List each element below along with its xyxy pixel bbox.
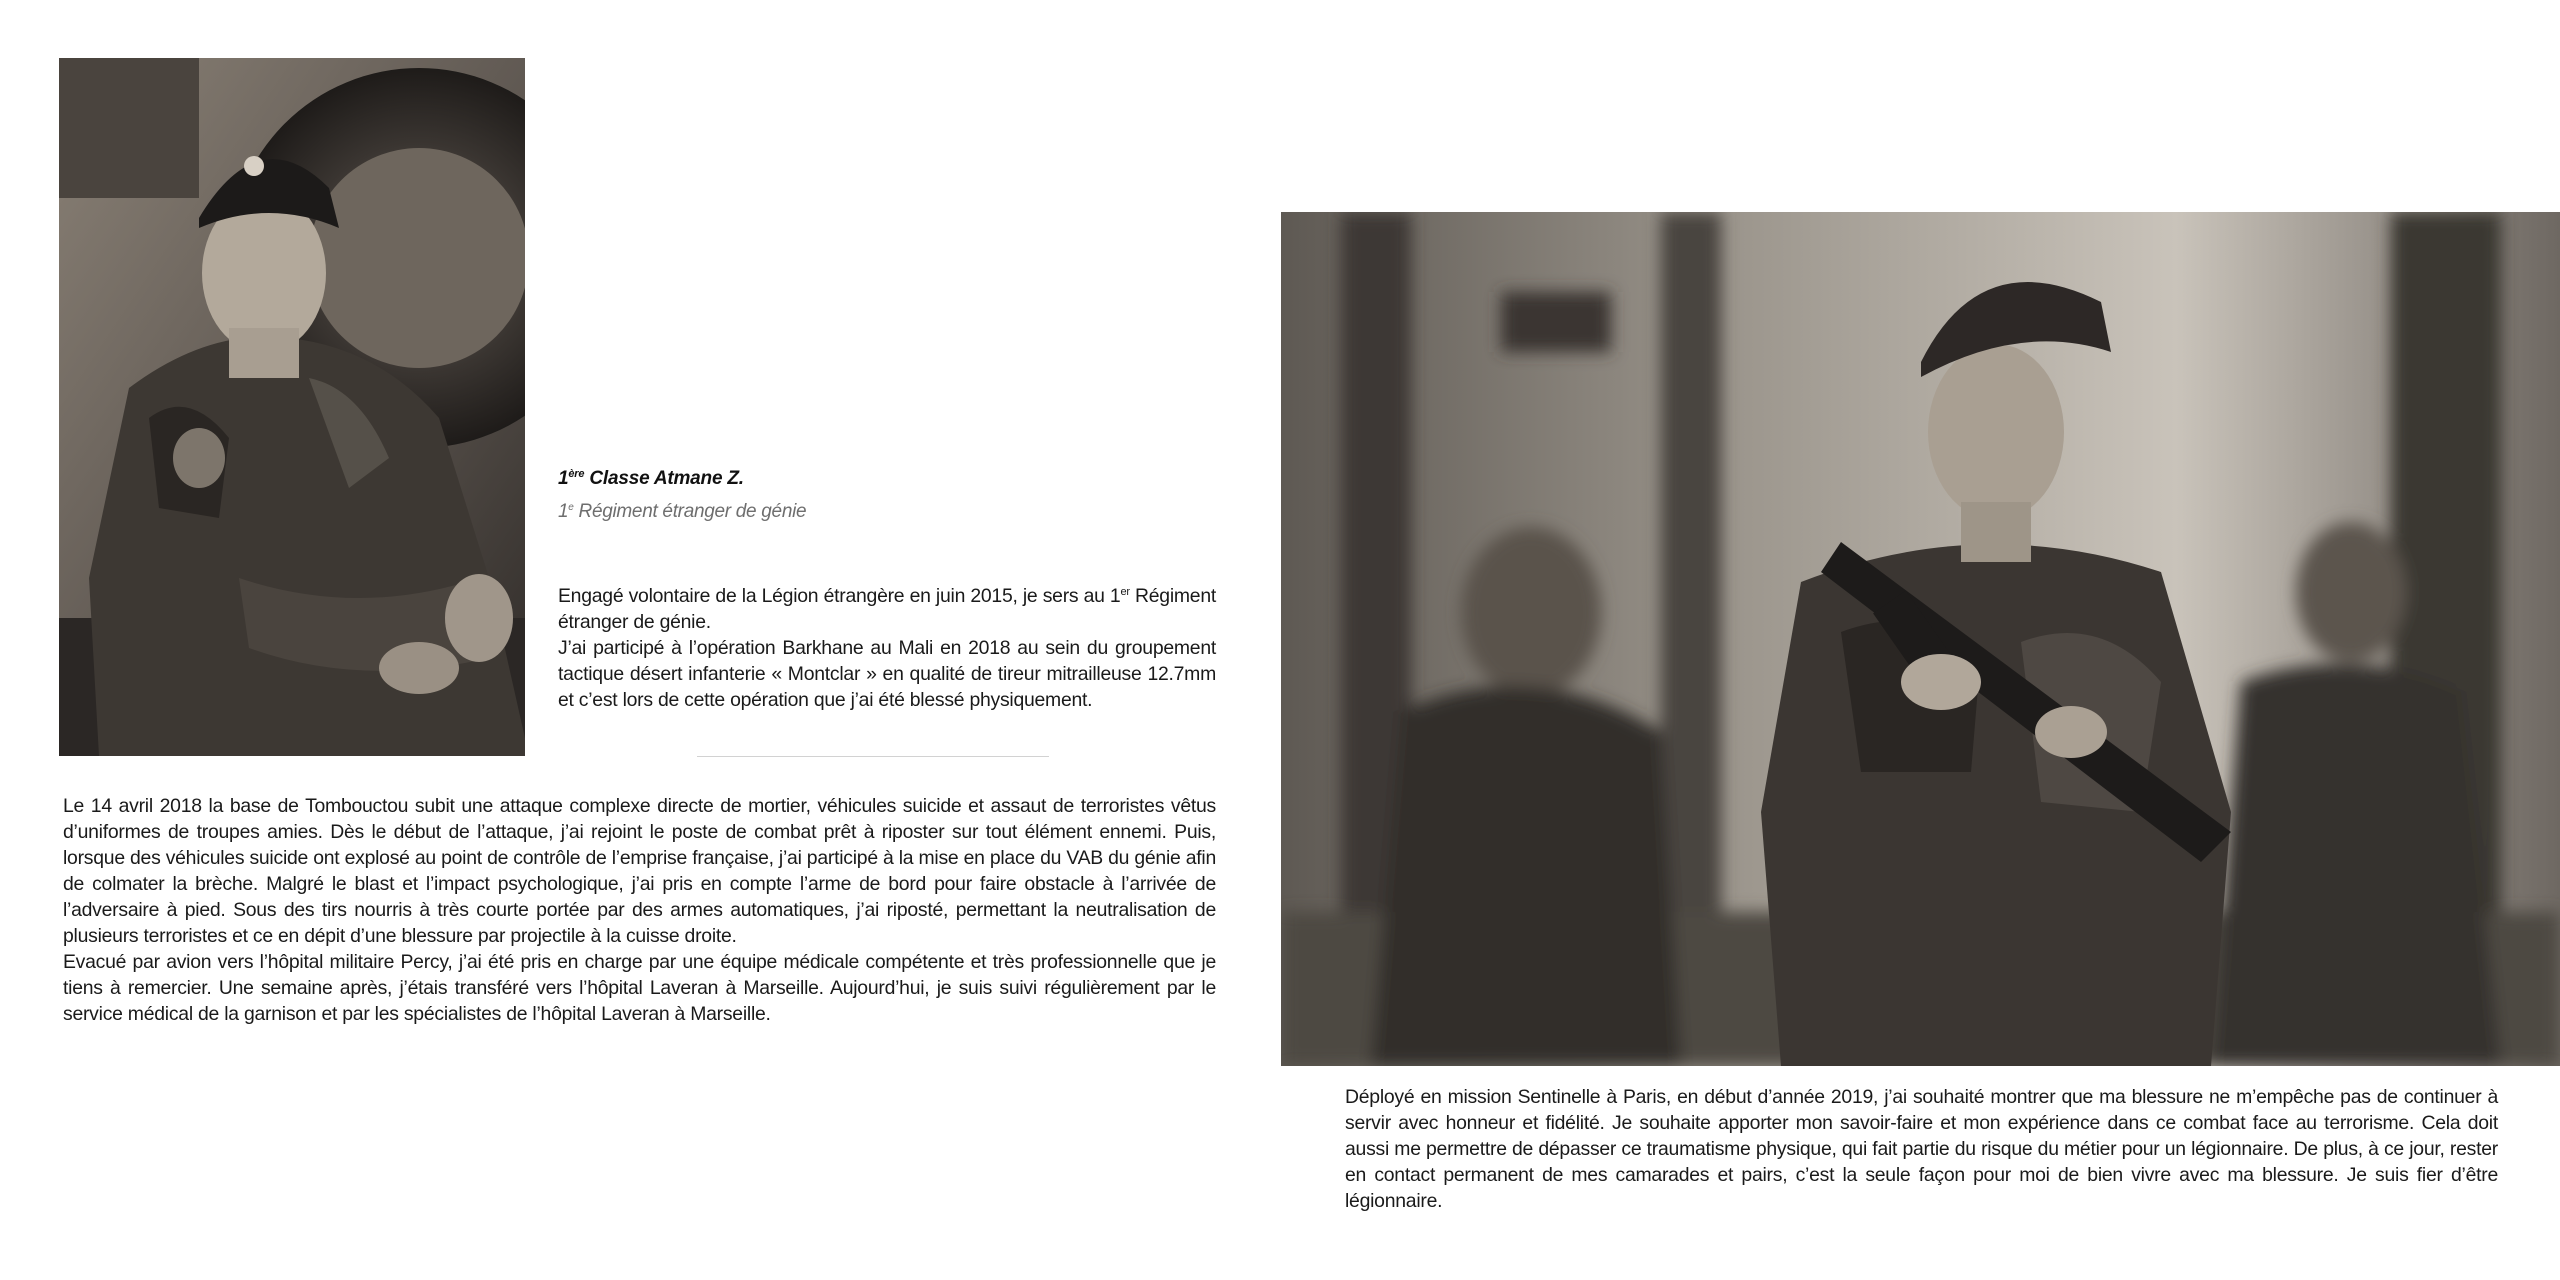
patrol-photo (1281, 212, 2560, 1066)
attack-paragraph-1: Le 14 avril 2018 la base de Tombouctou subit une attaque complexe directe de mortier, véhicules suicide et assaut de terroristes vêtus d’uniformes de troupes amies. Dès le début de l’attaque, j’ai rejoint le poste de combat prêt à riposter sur tout élément ennemi. Puis, lorsque des véhicules suicide ont explosé au point de contrôle de l’emprise française, j’ai participé à la mise en place du VAB du génie afin de colmater la brèche. Malgré le blast et l’impact psychologique, j’ai pris en compte l’arme de bord pour faire obstacle à l’arrivée de l’adversaire à pied. Sous des tirs nourris à très courte portée par des armes automatiques, j’ai riposté, permettant la neutralisation de plusieurs terroristes et ce en dépit d’une blessure par projectile à la cuisse droite. (63, 795, 1216, 947)
attack-narrative (63, 793, 1216, 1027)
soldier-name: 1ère Classe Atmane Z. (558, 468, 744, 489)
sentinelle-text (1345, 1084, 2498, 1214)
intro-paragraph-1: Engagé volontaire de la Légion étrangère en juin 2015, je sers au 1er Régiment étranger de génie. (558, 585, 1216, 633)
intro-text (558, 583, 1216, 713)
section-divider (697, 756, 1049, 757)
portrait-photo (59, 58, 525, 756)
sentinelle-paragraph: Déployé en mission Sentinelle à Paris, en début d’année 2019, j’ai souhaité montrer que ma blessure ne m’empêche pas de continuer à servir avec honneur et fidélité. Je souhaite apporter mon savoir-faire et mon expérience dans ce combat face au terrorisme. Cela doit aussi me permettre de dépasser ce traumatisme physique, qui fait partie du risque du métier pour un légionnaire. De plus, à ce jour, rester en contact permanent de mes camarades et pairs, c’est la seule façon pour moi de bien vivre avec ma blessure. Je suis fier d’être légionnaire. (1345, 1086, 2498, 1212)
attack-paragraph-2: Evacué par avion vers l’hôpital militaire Percy, j’ai été pris en charge par une équipe médicale compétente et très professionnelle que je tiens à remercier. Une semaine après, j’étais transféré vers l’hôpital Laveran à Marseille. Aujourd’hui, je suis suivi régulièrement par le service médical de la garnison et par les spécialistes de l’hôpital Laveran à Marseille. (63, 951, 1216, 1025)
soldier-unit: 1e Régiment étranger de génie (558, 501, 807, 522)
intro-paragraph-2: J’ai participé à l’opération Barkhane au Mali en 2018 au sein du groupement tactique désert infanterie « Montclar » en qualité de tireur mitrailleuse 12.7mm et c’est lors de cette opération que j’ai été blessé physiquement. (558, 637, 1216, 711)
